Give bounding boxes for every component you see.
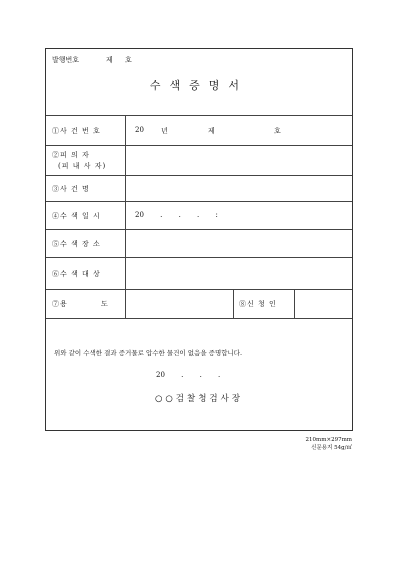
signatory: ○○검찰청검사장 (154, 394, 244, 404)
case-number-year-prefix: 20 (135, 126, 144, 134)
divider (46, 318, 352, 319)
search-datetime-value: 20 . . . : (135, 211, 218, 219)
suspect-sublabel: (피 내 사 자) (58, 162, 107, 170)
divider (46, 201, 352, 202)
divider (46, 229, 352, 230)
column-divider (125, 115, 126, 318)
certification-statement: 위와 같이 수색한 결과 증거물로 압수한 물건이 없음을 증명합니다. (54, 349, 243, 357)
case-name-label: ③사 건 명 (52, 185, 90, 193)
divider (46, 289, 352, 290)
column-divider (294, 289, 295, 318)
suspect-label: ②피 의 자 (52, 151, 90, 159)
case-number-label: ①사 건 번 호 (52, 127, 101, 135)
issue-number-ho: 호 (125, 56, 132, 64)
divider (46, 175, 352, 176)
issue-number-label: 발행번호 (52, 56, 80, 64)
divider (46, 115, 352, 116)
paper-type: 신문용지 54g/㎡ (311, 445, 352, 451)
case-number-nyeon: 년 (161, 127, 168, 135)
certification-date: 20 . . . (156, 371, 221, 379)
search-certificate-form (45, 48, 353, 431)
applicant-label: ⑧신 청 인 (239, 300, 277, 308)
divider (46, 145, 352, 146)
usage-label: ⑦용 도 (52, 300, 109, 308)
paper-size: 210mm×297mm (305, 437, 352, 443)
column-divider (233, 289, 234, 318)
case-number-je: 제 (208, 127, 215, 135)
case-number-ho: 호 (274, 127, 281, 135)
document-title: 수색증명서 (149, 79, 249, 92)
issue-number-je: 제 (106, 56, 113, 64)
search-datetime-label: ④수 색 일 시 (52, 212, 101, 220)
search-place-label: ⑤수 색 장 소 (52, 240, 101, 248)
divider (46, 257, 352, 258)
footer-info (306, 436, 352, 452)
search-target-label: ⑥수 색 대 상 (52, 270, 101, 278)
